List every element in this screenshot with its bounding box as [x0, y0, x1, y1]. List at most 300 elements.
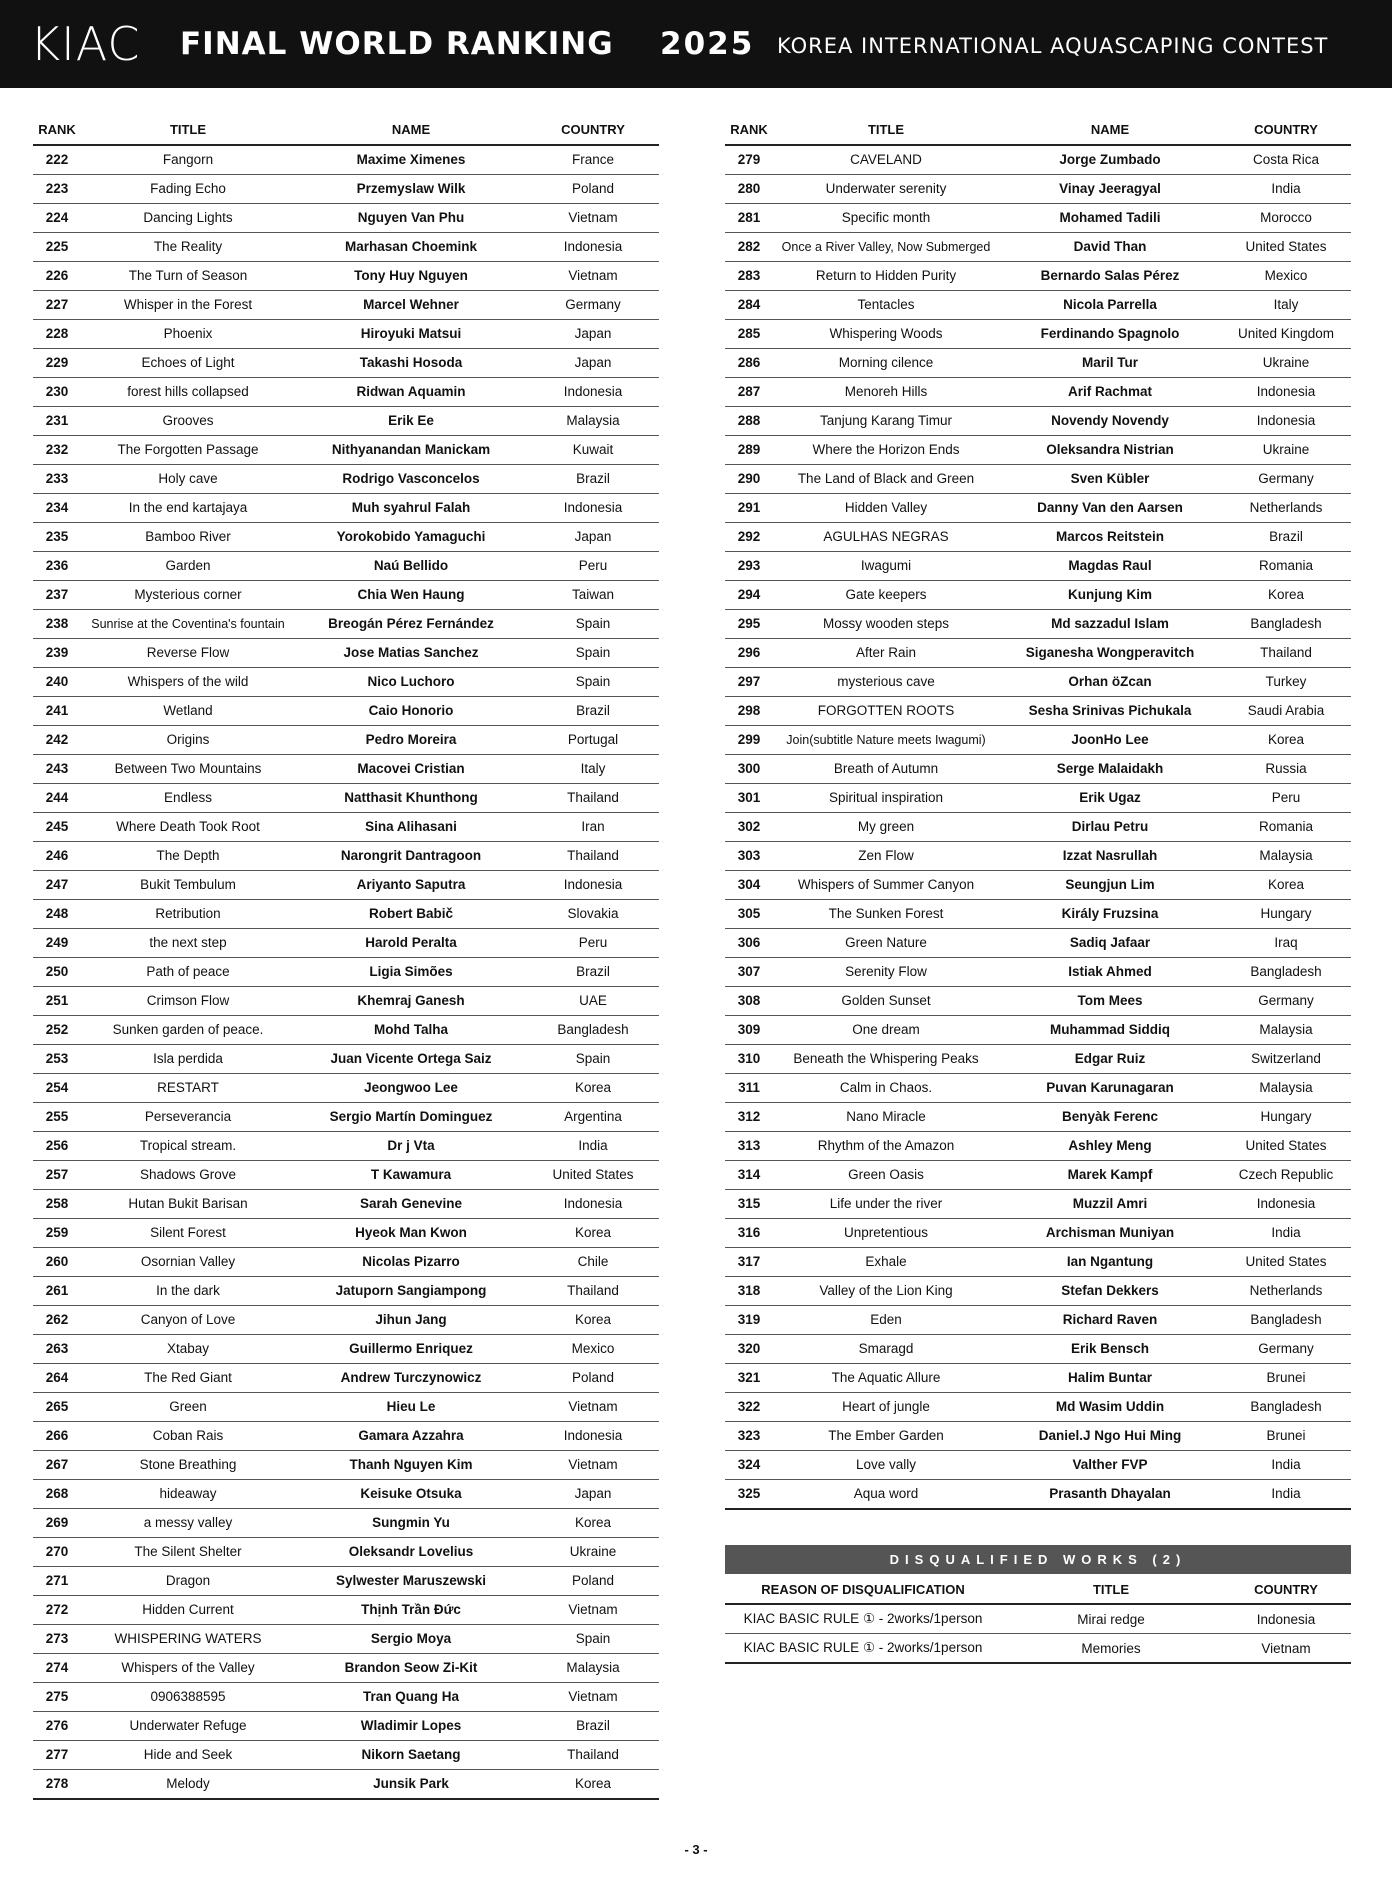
- country-cell: Argentina: [527, 1103, 659, 1132]
- title-cell: Life under the river: [773, 1190, 999, 1219]
- title-cell: Fangorn: [81, 145, 295, 175]
- table-row: [725, 494, 1351, 523]
- name-cell: Serge Malaidakh: [999, 755, 1221, 784]
- table-row: [725, 784, 1351, 813]
- rank-cell: 237: [33, 581, 81, 610]
- rank-cell: 249: [33, 929, 81, 958]
- name-cell: Magdas Raul: [999, 552, 1221, 581]
- name-cell: Marcel Wehner: [295, 291, 527, 320]
- title-cell: Zen Flow: [773, 842, 999, 871]
- title-cell: Mossy wooden steps: [773, 610, 999, 639]
- title-cell: Specific month: [773, 204, 999, 233]
- table-row: [33, 1132, 659, 1161]
- name-cell: Dirlau Petru: [999, 813, 1221, 842]
- table-row: [33, 262, 659, 291]
- table-row: [33, 1190, 659, 1219]
- table-row: [33, 581, 659, 610]
- name-cell: Sarah Genevine: [295, 1190, 527, 1219]
- table-row: [33, 1335, 659, 1364]
- country-cell: Germany: [527, 291, 659, 320]
- table-row: [725, 610, 1351, 639]
- rank-cell: 288: [725, 407, 773, 436]
- rank-cell: 289: [725, 436, 773, 465]
- title-cell: The Aquatic Allure: [773, 1364, 999, 1393]
- country-cell: Spain: [527, 639, 659, 668]
- country-cell: Korea: [527, 1770, 659, 1800]
- table-row: [725, 1219, 1351, 1248]
- title-cell: Fading Echo: [81, 175, 295, 204]
- country-cell: Iraq: [1221, 929, 1351, 958]
- title-cell: FORGOTTEN ROOTS: [773, 697, 999, 726]
- name-cell: Sergio Moya: [295, 1625, 527, 1654]
- name-cell: Mohd Talha: [295, 1016, 527, 1045]
- country-cell: Peru: [1221, 784, 1351, 813]
- title-cell: Heart of jungle: [773, 1393, 999, 1422]
- rank-cell: 231: [33, 407, 81, 436]
- column-header-name: NAME: [999, 114, 1221, 145]
- country-cell: Italy: [527, 755, 659, 784]
- country-cell: Japan: [527, 320, 659, 349]
- name-cell: Siganesha Wongperavitch: [999, 639, 1221, 668]
- country-cell: Vietnam: [1221, 1634, 1351, 1664]
- name-cell: Dr j Vta: [295, 1132, 527, 1161]
- column-header-rank: RANK: [725, 114, 773, 145]
- rank-cell: 321: [725, 1364, 773, 1393]
- country-cell: Bangladesh: [1221, 1306, 1351, 1335]
- rank-cell: 306: [725, 929, 773, 958]
- table-row: [725, 436, 1351, 465]
- title-cell: Bamboo River: [81, 523, 295, 552]
- country-cell: Thailand: [1221, 639, 1351, 668]
- column-header-country: COUNTRY: [527, 114, 659, 145]
- name-cell: Puvan Karunagaran: [999, 1074, 1221, 1103]
- name-cell: JoonHo Lee: [999, 726, 1221, 755]
- country-cell: Poland: [527, 175, 659, 204]
- title-cell: The Forgotten Passage: [81, 436, 295, 465]
- table-row: [33, 1306, 659, 1335]
- country-cell: Saudi Arabia: [1221, 697, 1351, 726]
- country-cell: India: [1221, 175, 1351, 204]
- name-cell: Izzat Nasrullah: [999, 842, 1221, 871]
- name-cell: Király Fruzsina: [999, 900, 1221, 929]
- column-header-rank: RANK: [33, 114, 81, 145]
- title-cell: In the dark: [81, 1277, 295, 1306]
- table-row: [725, 639, 1351, 668]
- title-cell: The Depth: [81, 842, 295, 871]
- title-cell: Return to Hidden Purity: [773, 262, 999, 291]
- country-cell: Vietnam: [527, 1596, 659, 1625]
- rank-cell: 291: [725, 494, 773, 523]
- kiac-logo: KIAC: [30, 17, 141, 71]
- name-cell: Nicola Parrella: [999, 291, 1221, 320]
- name-cell: Ferdinando Spagnolo: [999, 320, 1221, 349]
- country-cell: UAE: [527, 987, 659, 1016]
- country-cell: Brazil: [527, 697, 659, 726]
- country-cell: Spain: [527, 668, 659, 697]
- name-cell: Halim Buntar: [999, 1364, 1221, 1393]
- rank-cell: 263: [33, 1335, 81, 1364]
- country-cell: Vietnam: [527, 204, 659, 233]
- title-cell: Origins: [81, 726, 295, 755]
- name-cell: Wladimir Lopes: [295, 1712, 527, 1741]
- rank-cell: 261: [33, 1277, 81, 1306]
- name-cell: Thịnh Trần Đức: [295, 1596, 527, 1625]
- name-cell: Sergio Martín Dominguez: [295, 1103, 527, 1132]
- rank-cell: 235: [33, 523, 81, 552]
- rank-cell: 244: [33, 784, 81, 813]
- rank-cell: 296: [725, 639, 773, 668]
- column-header-country: COUNTRY: [1221, 114, 1351, 145]
- title-cell: Stone Breathing: [81, 1451, 295, 1480]
- title-cell: Hidden Valley: [773, 494, 999, 523]
- table-row: [725, 668, 1351, 697]
- name-cell: Jorge Zumbado: [999, 145, 1221, 175]
- country-cell: Spain: [527, 610, 659, 639]
- title-cell: Nano Miracle: [773, 1103, 999, 1132]
- title-cell: My green: [773, 813, 999, 842]
- country-cell: Indonesia: [1221, 378, 1351, 407]
- table-row: [725, 407, 1351, 436]
- rank-cell: 278: [33, 1770, 81, 1800]
- table-row: [725, 175, 1351, 204]
- table-row: [725, 291, 1351, 320]
- rank-cell: 260: [33, 1248, 81, 1277]
- rank-cell: 293: [725, 552, 773, 581]
- table-row: [33, 958, 659, 987]
- rank-cell: 255: [33, 1103, 81, 1132]
- country-cell: Malaysia: [527, 1654, 659, 1683]
- name-cell: Nico Luchoro: [295, 668, 527, 697]
- table-row: [33, 1654, 659, 1683]
- title-cell: Coban Rais: [81, 1422, 295, 1451]
- name-cell: Danny Van den Aarsen: [999, 494, 1221, 523]
- name-cell: Sina Alihasani: [295, 813, 527, 842]
- name-cell: Jose Matias Sanchez: [295, 639, 527, 668]
- table-row: [33, 900, 659, 929]
- rank-cell: 319: [725, 1306, 773, 1335]
- table-row: [33, 494, 659, 523]
- rank-cell: 234: [33, 494, 81, 523]
- rank-cell: 297: [725, 668, 773, 697]
- name-cell: Ligia Simões: [295, 958, 527, 987]
- rank-cell: 233: [33, 465, 81, 494]
- name-cell: Md sazzadul Islam: [999, 610, 1221, 639]
- country-cell: Vietnam: [527, 1393, 659, 1422]
- title-cell: In the end kartajaya: [81, 494, 295, 523]
- name-cell: Thanh Nguyen Kim: [295, 1451, 527, 1480]
- rank-cell: 252: [33, 1016, 81, 1045]
- country-cell: Japan: [527, 523, 659, 552]
- country-cell: Switzerland: [1221, 1045, 1351, 1074]
- name-cell: Przemyslaw Wilk: [295, 175, 527, 204]
- table-row: [33, 1509, 659, 1538]
- rank-cell: 303: [725, 842, 773, 871]
- table-row: [725, 987, 1351, 1016]
- rank-cell: 325: [725, 1480, 773, 1510]
- title-cell: Morning cilence: [773, 349, 999, 378]
- name-cell: Pedro Moreira: [295, 726, 527, 755]
- country-cell: Indonesia: [1221, 1604, 1351, 1634]
- title-cell: Where Death Took Root: [81, 813, 295, 842]
- table-row: [725, 755, 1351, 784]
- table-row: [33, 1567, 659, 1596]
- country-cell: Romania: [1221, 552, 1351, 581]
- name-cell: Stefan Dekkers: [999, 1277, 1221, 1306]
- name-cell: Md Wasim Uddin: [999, 1393, 1221, 1422]
- name-cell: Jeongwoo Lee: [295, 1074, 527, 1103]
- name-cell: Rodrigo Vasconcelos: [295, 465, 527, 494]
- name-cell: Sesha Srinivas Pichukala: [999, 697, 1221, 726]
- name-cell: Gamara Azzahra: [295, 1422, 527, 1451]
- table-row: [725, 1277, 1351, 1306]
- table-row: [725, 958, 1351, 987]
- title-cell: Retribution: [81, 900, 295, 929]
- rank-cell: 232: [33, 436, 81, 465]
- table-row: [33, 668, 659, 697]
- title-cell: Whispers of Summer Canyon: [773, 871, 999, 900]
- title-cell: Smaragd: [773, 1335, 999, 1364]
- rank-cell: 246: [33, 842, 81, 871]
- title-cell: Shadows Grove: [81, 1161, 295, 1190]
- table-row: [33, 755, 659, 784]
- rank-cell: 312: [725, 1103, 773, 1132]
- rank-cell: 281: [725, 204, 773, 233]
- table-row: [725, 900, 1351, 929]
- rank-cell: 300: [725, 755, 773, 784]
- table-row: [725, 813, 1351, 842]
- country-cell: Germany: [1221, 987, 1351, 1016]
- title-cell: The Reality: [81, 233, 295, 262]
- table-row: [725, 349, 1351, 378]
- country-cell: Brazil: [527, 465, 659, 494]
- table-row: [33, 639, 659, 668]
- table-row: [33, 407, 659, 436]
- country-cell: Germany: [1221, 465, 1351, 494]
- title-cell: Whispers of the wild: [81, 668, 295, 697]
- table-row: [725, 1634, 1351, 1664]
- title-cell: Silent Forest: [81, 1219, 295, 1248]
- name-cell: T Kawamura: [295, 1161, 527, 1190]
- title-cell: Reverse Flow: [81, 639, 295, 668]
- table-row: [725, 378, 1351, 407]
- table-row: [33, 1538, 659, 1567]
- name-cell: Bernardo Salas Pérez: [999, 262, 1221, 291]
- table-row: [33, 436, 659, 465]
- rank-cell: 248: [33, 900, 81, 929]
- table-row: [33, 1422, 659, 1451]
- country-cell: Germany: [1221, 1335, 1351, 1364]
- title-cell: Whispers of the Valley: [81, 1654, 295, 1683]
- rank-cell: 245: [33, 813, 81, 842]
- table-row: [33, 929, 659, 958]
- country-cell: Taiwan: [527, 581, 659, 610]
- rank-cell: 259: [33, 1219, 81, 1248]
- disqualified-heading: DISQUALIFIED WORKS (2): [725, 1545, 1351, 1574]
- country-cell: Slovakia: [527, 900, 659, 929]
- title-cell: Whisper in the Forest: [81, 291, 295, 320]
- title-cell: After Rain: [773, 639, 999, 668]
- table-row: [725, 145, 1351, 175]
- name-cell: Benyàk Ferenc: [999, 1103, 1221, 1132]
- table-row: [33, 871, 659, 900]
- title-cell: Rhythm of the Amazon: [773, 1132, 999, 1161]
- table-row: [33, 1364, 659, 1393]
- table-row: [725, 1451, 1351, 1480]
- name-cell: Marhasan Choemink: [295, 233, 527, 262]
- table-row: [33, 610, 659, 639]
- name-cell: Daniel.J Ngo Hui Ming: [999, 1422, 1221, 1451]
- title-cell: Mysterious corner: [81, 581, 295, 610]
- rank-cell: 309: [725, 1016, 773, 1045]
- name-cell: Caio Honorio: [295, 697, 527, 726]
- name-cell: David Than: [999, 233, 1221, 262]
- name-cell: Valther FVP: [999, 1451, 1221, 1480]
- name-cell: Nicolas Pizarro: [295, 1248, 527, 1277]
- title-cell: Underwater Refuge: [81, 1712, 295, 1741]
- title-cell: Perseverancia: [81, 1103, 295, 1132]
- country-cell: Korea: [527, 1306, 659, 1335]
- title-cell: Osornian Valley: [81, 1248, 295, 1277]
- name-cell: Sylwester Maruszewski: [295, 1567, 527, 1596]
- name-cell: Tom Mees: [999, 987, 1221, 1016]
- name-cell: Jatuporn Sangiampong: [295, 1277, 527, 1306]
- country-cell: Portugal: [527, 726, 659, 755]
- name-cell: Robert Babič: [295, 900, 527, 929]
- title-cell: Underwater serenity: [773, 175, 999, 204]
- country-cell: India: [1221, 1219, 1351, 1248]
- column-header-name: NAME: [295, 114, 527, 145]
- title-cell: The Red Giant: [81, 1364, 295, 1393]
- country-cell: Malaysia: [527, 407, 659, 436]
- name-cell: Richard Raven: [999, 1306, 1221, 1335]
- country-cell: Morocco: [1221, 204, 1351, 233]
- table-row: [725, 1335, 1351, 1364]
- country-cell: United States: [1221, 1248, 1351, 1277]
- table-row: [725, 1190, 1351, 1219]
- table-row: [33, 784, 659, 813]
- name-cell: Marcos Reitstein: [999, 523, 1221, 552]
- rank-cell: 228: [33, 320, 81, 349]
- rank-cell: 295: [725, 610, 773, 639]
- name-cell: Seungjun Lim: [999, 871, 1221, 900]
- title-cell: Love vally: [773, 1451, 999, 1480]
- country-cell: India: [527, 1132, 659, 1161]
- country-cell: Korea: [527, 1074, 659, 1103]
- title-cell: Crimson Flow: [81, 987, 295, 1016]
- title-cell: Eden: [773, 1306, 999, 1335]
- table-row: [725, 1306, 1351, 1335]
- table-row: [725, 1604, 1351, 1634]
- column-header-reason: REASON OF DISQUALIFICATION: [725, 1575, 1001, 1604]
- table-row: [725, 320, 1351, 349]
- rank-cell: 257: [33, 1161, 81, 1190]
- table-row: [33, 1625, 659, 1654]
- table-row: [33, 378, 659, 407]
- rank-cell: 265: [33, 1393, 81, 1422]
- title-cell: Golden Sunset: [773, 987, 999, 1016]
- title-cell: Iwagumi: [773, 552, 999, 581]
- rank-cell: 230: [33, 378, 81, 407]
- table-row: [725, 1045, 1351, 1074]
- rank-cell: 276: [33, 1712, 81, 1741]
- name-cell: Vinay Jeeragyal: [999, 175, 1221, 204]
- title-cell: Garden: [81, 552, 295, 581]
- title-cell: Whispering Woods: [773, 320, 999, 349]
- title-cell: Xtabay: [81, 1335, 295, 1364]
- table-header-row: [33, 114, 659, 145]
- rank-cell: 240: [33, 668, 81, 697]
- table-row: [725, 871, 1351, 900]
- table-row: [33, 726, 659, 755]
- name-cell: Takashi Hosoda: [295, 349, 527, 378]
- table-row: [33, 291, 659, 320]
- name-cell: Marek Kampf: [999, 1161, 1221, 1190]
- country-cell: Peru: [527, 552, 659, 581]
- country-cell: Thailand: [527, 842, 659, 871]
- rank-cell: 277: [33, 1741, 81, 1770]
- rank-cell: 286: [725, 349, 773, 378]
- table-row: [33, 1741, 659, 1770]
- title-cell: Between Two Mountains: [81, 755, 295, 784]
- country-cell: Japan: [527, 349, 659, 378]
- name-cell: Macovei Cristian: [295, 755, 527, 784]
- rank-cell: 324: [725, 1451, 773, 1480]
- country-cell: Bangladesh: [1221, 1393, 1351, 1422]
- rank-cell: 280: [725, 175, 773, 204]
- table-row: [33, 1248, 659, 1277]
- rank-cell: 242: [33, 726, 81, 755]
- name-cell: Edgar Ruiz: [999, 1045, 1221, 1074]
- table-row: [725, 1422, 1351, 1451]
- table-row: [725, 842, 1351, 871]
- name-cell: Muzzil Amri: [999, 1190, 1221, 1219]
- table-row: [725, 1132, 1351, 1161]
- rank-cell: 238: [33, 610, 81, 639]
- country-cell: Japan: [527, 1480, 659, 1509]
- table-row: [725, 523, 1351, 552]
- country-cell: Mexico: [1221, 262, 1351, 291]
- country-cell: Brunei: [1221, 1422, 1351, 1451]
- name-cell: Junsik Park: [295, 1770, 527, 1800]
- title-cell: Gate keepers: [773, 581, 999, 610]
- title-cell: The Silent Shelter: [81, 1538, 295, 1567]
- rank-cell: 253: [33, 1045, 81, 1074]
- country-cell: Netherlands: [1221, 1277, 1351, 1306]
- ranking-table-left: [33, 114, 659, 1800]
- country-cell: Malaysia: [1221, 1016, 1351, 1045]
- reason-cell: KIAC BASIC RULE ① - 2works/1person: [725, 1634, 1001, 1664]
- rank-cell: 311: [725, 1074, 773, 1103]
- table-row: [33, 1103, 659, 1132]
- table-row: [33, 175, 659, 204]
- rank-cell: 313: [725, 1132, 773, 1161]
- table-row: [33, 1045, 659, 1074]
- rank-cell: 250: [33, 958, 81, 987]
- title-cell: Green: [81, 1393, 295, 1422]
- name-cell: Ian Ngantung: [999, 1248, 1221, 1277]
- country-cell: United States: [1221, 1132, 1351, 1161]
- rank-cell: 239: [33, 639, 81, 668]
- table-row: [33, 1770, 659, 1800]
- country-cell: Indonesia: [1221, 407, 1351, 436]
- title-cell: Dragon: [81, 1567, 295, 1596]
- country-cell: Vietnam: [527, 262, 659, 291]
- country-cell: Indonesia: [527, 233, 659, 262]
- name-cell: Hyeok Man Kwon: [295, 1219, 527, 1248]
- country-cell: Poland: [527, 1364, 659, 1393]
- table-row: [725, 1161, 1351, 1190]
- name-cell: Novendy Novendy: [999, 407, 1221, 436]
